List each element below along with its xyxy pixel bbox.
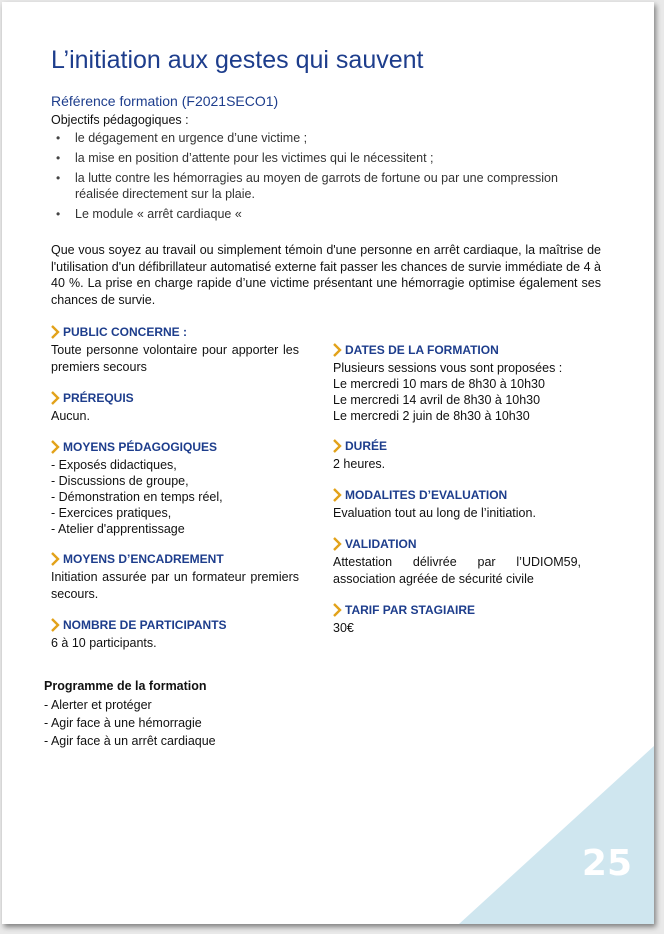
corner-decoration <box>459 746 654 924</box>
list-item: - Exercices pratiques, <box>51 506 172 520</box>
objective-item: • la lutte contre les hémorragies au moyen de garrots de fortune ou par une compression réalisée directement sur la plaie. <box>51 170 599 202</box>
objectives-label: Objectifs pédagogiques : <box>51 113 189 127</box>
heading-label: PRÉREQUIS <box>63 390 134 405</box>
chevron-right-icon <box>51 325 60 339</box>
section-body: Evaluation tout au long de l’initiation. <box>333 506 536 520</box>
section-heading <box>333 535 581 552</box>
chevron-right-icon <box>333 343 342 357</box>
heading-label: TARIF PAR STAGIAIRE <box>345 602 475 617</box>
date-line: Plusieurs sessions vous sont proposées : <box>333 361 563 375</box>
section-participants <box>51 616 299 652</box>
intro-paragraph: Que vous soyez au travail ou simplement témoin d'une personne en arrêt cardiaque, la maîtrise de l'utilisation d'un défibrillateur automatisé externe fait passer les chances de survie immédiate de 4 à 40 %. La prise en charge rapide d’une victime présentant une hémorragie optimise également ses chances de survie. <box>51 243 601 307</box>
heading-label: DURÉE <box>345 438 388 453</box>
section-duration <box>333 437 581 473</box>
list-item: - Discussions de groupe, <box>51 474 189 488</box>
chevron-right-icon <box>333 488 342 502</box>
heading-label: MOYENS D’ENCADREMENT <box>63 551 224 566</box>
objective-item: • Le module « arrêt cardiaque « <box>51 206 599 222</box>
date-line: Le mercredi 14 avril de 8h30 à 10h30 <box>333 393 541 407</box>
section-body: Toute personne volontaire pour apporter les premiers secours <box>51 343 299 374</box>
section-body: Attestation délivrée par l’UDIOM59, association agréée de sécurité civile <box>333 555 581 586</box>
list-item: - Exposés didactiques, <box>51 458 177 472</box>
heading-label: NOMBRE DE PARTICIPANTS <box>63 617 227 632</box>
program-block <box>44 679 344 750</box>
chevron-right-icon <box>333 439 342 453</box>
section-heading <box>51 389 299 406</box>
course-reference: Référence formation (F2021SECO1) <box>51 93 279 109</box>
section-evaluation <box>333 486 581 522</box>
section-body: 6 à 10 participants. <box>51 636 157 650</box>
section-body: Initiation assurée par un formateur premiers secours. <box>51 570 299 601</box>
date-line: Le mercredi 2 juin de 8h30 à 10h30 <box>333 409 530 423</box>
section-body: Aucun. <box>51 409 90 423</box>
section-body: 30€ <box>333 621 354 635</box>
heading-label: VALIDATION <box>345 536 417 551</box>
program-item: - Agir face à une hémorragie <box>44 716 202 730</box>
section-body <box>333 360 581 424</box>
section-teaching-methods <box>51 438 299 537</box>
chevron-right-icon <box>51 440 60 454</box>
page-title: L’initiation aux gestes qui sauvent <box>51 46 424 74</box>
chevron-right-icon <box>51 552 60 566</box>
section-heading <box>333 486 581 503</box>
section-public <box>51 323 299 376</box>
section-heading <box>51 550 299 567</box>
right-column <box>333 341 581 650</box>
section-heading <box>51 438 299 455</box>
list-item: - Démonstration en temps réel, <box>51 490 223 504</box>
section-heading <box>333 437 581 454</box>
section-prerequisites <box>51 389 299 425</box>
program-title: Programme de la formation <box>44 679 207 693</box>
document-page <box>2 2 654 924</box>
section-heading <box>333 601 581 618</box>
section-heading <box>51 323 299 340</box>
list-item: - Atelier d'apprentissage <box>51 522 185 536</box>
section-body: 2 heures. <box>333 457 386 471</box>
heading-label: MODALITES D’EVALUATION <box>345 487 508 502</box>
chevron-right-icon <box>333 537 342 551</box>
section-heading <box>51 616 299 633</box>
date-line: Le mercredi 10 mars de 8h30 à 10h30 <box>333 377 545 391</box>
page-number: 25 <box>581 843 632 884</box>
chevron-right-icon <box>51 618 60 632</box>
program-item: - Alerter et protéger <box>44 698 152 712</box>
section-supervision <box>51 550 299 603</box>
chevron-right-icon <box>51 391 60 405</box>
heading-label: DATES DE LA FORMATION <box>345 342 499 357</box>
objective-item: • la mise en position d’attente pour les victimes qui le nécessitent ; <box>51 150 599 166</box>
heading-label: PUBLIC CONCERNE : <box>63 324 188 339</box>
objectives-list <box>51 130 599 226</box>
left-column <box>51 323 299 665</box>
section-heading <box>333 341 581 358</box>
heading-label: MOYENS PÉDAGOGIQUES <box>63 439 218 454</box>
section-body <box>51 457 299 537</box>
program-item: - Agir face à un arrêt cardiaque <box>44 734 216 748</box>
section-price <box>333 601 581 637</box>
chevron-right-icon <box>333 603 342 617</box>
section-dates <box>333 341 581 424</box>
section-validation <box>333 535 581 588</box>
objective-item: • le dégagement en urgence d’une victime ; <box>51 130 599 146</box>
